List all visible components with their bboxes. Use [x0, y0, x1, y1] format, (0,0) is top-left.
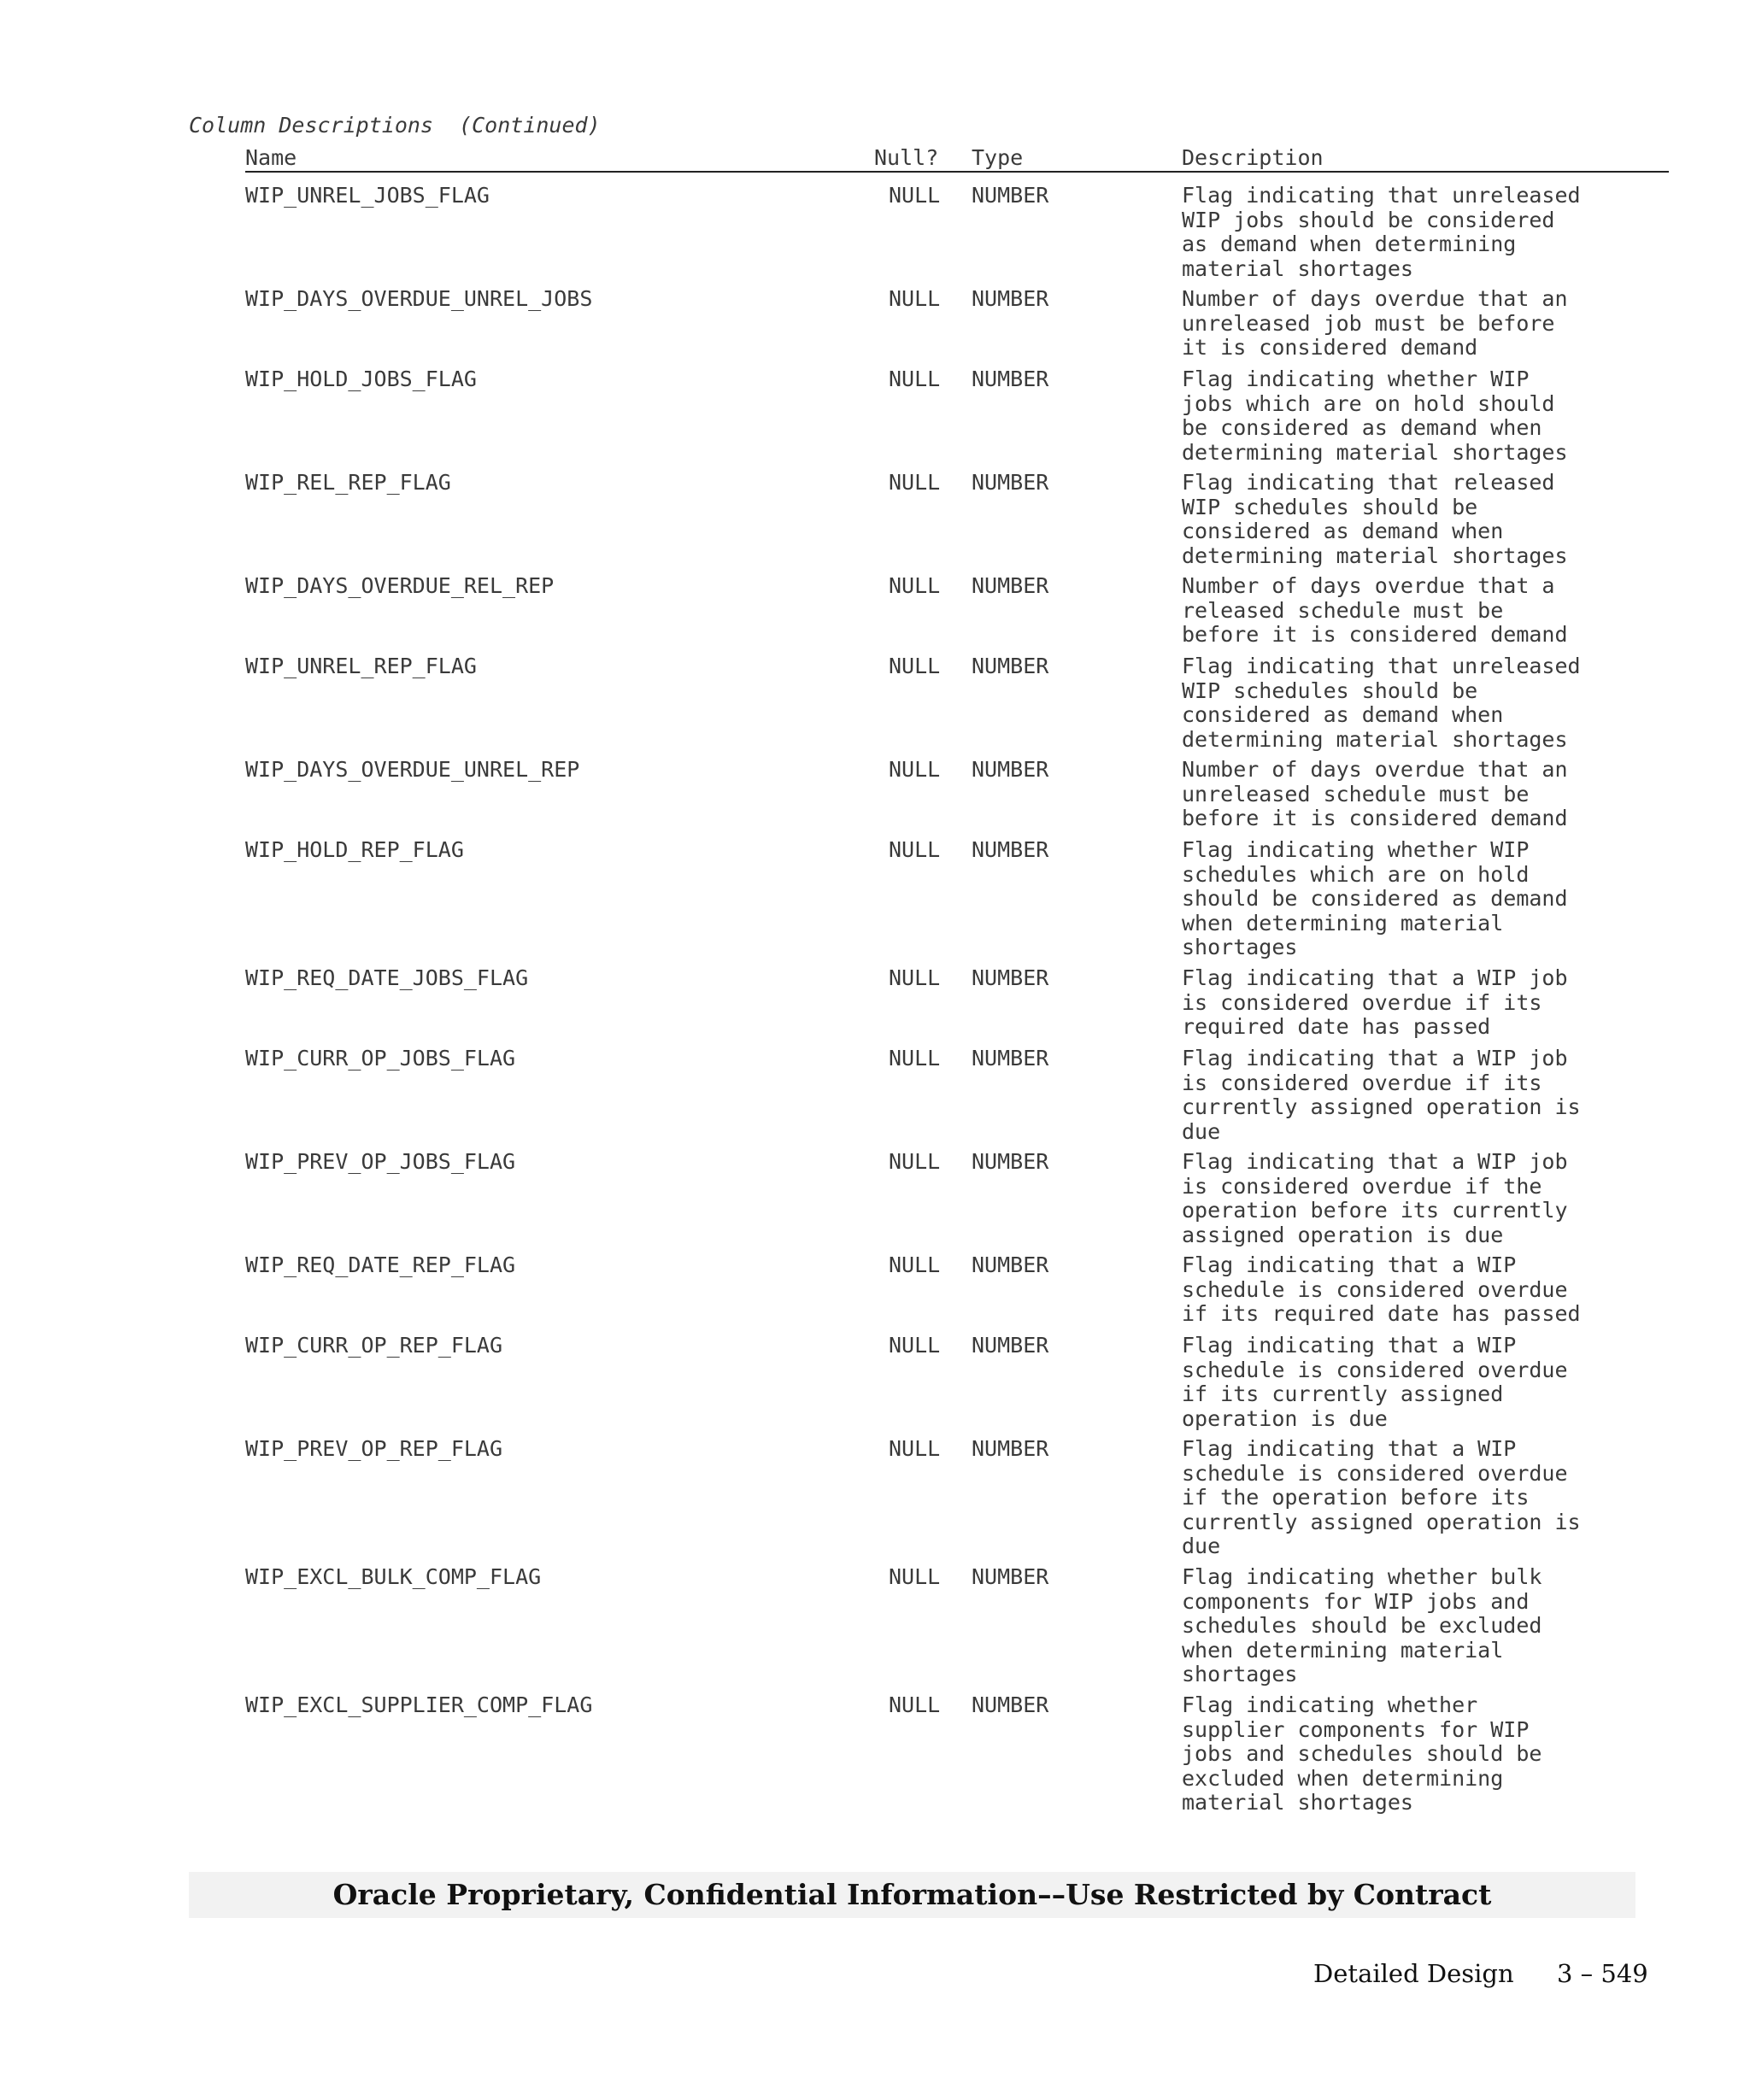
type-cell: NUMBER [972, 1046, 1049, 1071]
null-cell: NULL [889, 183, 941, 208]
description-cell: Number of days overdue that an unreleased schedule must be before it is considered demand [1182, 757, 1568, 830]
description-cell: Flag indicating that a WIP job is considered overdue if the operation before its currently assigned operation is due [1182, 1149, 1568, 1247]
column-name-cell: WIP_UNREL_JOBS_FLAG [245, 183, 490, 208]
column-name-cell: WIP_DAYS_OVERDUE_UNREL_JOBS [245, 286, 593, 311]
description-cell: Flag indicating that a WIP job is considered overdue if its required date has passed [1182, 965, 1568, 1039]
null-cell: NULL [889, 1149, 941, 1174]
type-cell: NUMBER [972, 757, 1049, 782]
type-cell: NUMBER [972, 183, 1049, 208]
description-cell: Flag indicating that a WIP schedule is considered overdue if its required date has passed [1182, 1252, 1581, 1326]
null-cell: NULL [889, 1333, 941, 1358]
null-cell: NULL [889, 837, 941, 862]
header-rule [245, 171, 1669, 173]
column-name-cell: WIP_EXCL_SUPPLIER_COMP_FLAG [245, 1692, 593, 1717]
column-name-cell: WIP_UNREL_REP_FLAG [245, 654, 477, 678]
null-cell: NULL [889, 1692, 941, 1717]
type-cell: NUMBER [972, 573, 1049, 598]
column-name-cell: WIP_PREV_OP_REP_FLAG [245, 1436, 503, 1461]
null-cell: NULL [889, 470, 941, 495]
type-cell: NUMBER [972, 367, 1049, 391]
page-number: 3 – 549 [1557, 1959, 1648, 1988]
description-cell: Flag indicating that a WIP job is considered overdue if its currently assigned operation is due [1182, 1046, 1581, 1144]
column-header-description: Description [1182, 145, 1324, 170]
type-cell: NUMBER [972, 965, 1049, 990]
column-name-cell: WIP_REQ_DATE_REP_FLAG [245, 1252, 516, 1277]
column-name-cell: WIP_CURR_OP_JOBS_FLAG [245, 1046, 516, 1071]
type-cell: NUMBER [972, 654, 1049, 678]
type-cell: NUMBER [972, 1333, 1049, 1358]
null-cell: NULL [889, 654, 941, 678]
null-cell: NULL [889, 367, 941, 391]
null-cell: NULL [889, 286, 941, 311]
description-cell: Flag indicating that a WIP schedule is considered overdue if its currently assigned operation is due [1182, 1333, 1568, 1431]
type-cell: NUMBER [972, 286, 1049, 311]
type-cell: NUMBER [972, 1692, 1049, 1717]
null-cell: NULL [889, 965, 941, 990]
type-cell: NUMBER [972, 837, 1049, 862]
column-header-name: Name [245, 145, 297, 170]
type-cell: NUMBER [972, 1564, 1049, 1589]
type-cell: NUMBER [972, 1252, 1049, 1277]
column-name-cell: WIP_EXCL_BULK_COMP_FLAG [245, 1564, 542, 1589]
type-cell: NUMBER [972, 1149, 1049, 1174]
description-cell: Flag indicating whether supplier components for WIP jobs and schedules should be excluded when determining material shortages [1182, 1692, 1542, 1815]
description-cell: Flag indicating whether WIP jobs which are on hold should be considered as demand when determining material shortages [1182, 367, 1568, 465]
column-name-cell: WIP_HOLD_REP_FLAG [245, 837, 464, 862]
column-name-cell: WIP_HOLD_JOBS_FLAG [245, 367, 477, 391]
footer-section-title: Detailed Design [1313, 1959, 1514, 1988]
column-name-cell: WIP_CURR_OP_REP_FLAG [245, 1333, 503, 1358]
null-cell: NULL [889, 1436, 941, 1461]
column-header-type: Type [972, 145, 1024, 170]
null-cell: NULL [889, 1252, 941, 1277]
description-cell: Flag indicating that unreleased WIP jobs should be considered as demand when determining material shortages [1182, 183, 1581, 281]
null-cell: NULL [889, 1564, 941, 1589]
column-name-cell: WIP_REL_REP_FLAG [245, 470, 451, 495]
column-name-cell: WIP_REQ_DATE_JOBS_FLAG [245, 965, 529, 990]
null-cell: NULL [889, 1046, 941, 1071]
column-header-null: Null? [874, 145, 939, 170]
column-name-cell: WIP_PREV_OP_JOBS_FLAG [245, 1149, 516, 1174]
description-cell: Flag indicating whether WIP schedules which are on hold should be considered as demand when determining material shortages [1182, 837, 1568, 959]
column-name-cell: WIP_DAYS_OVERDUE_UNREL_REP [245, 757, 580, 782]
column-name-cell: WIP_DAYS_OVERDUE_REL_REP [245, 573, 555, 598]
description-cell: Flag indicating that released WIP schedules should be considered as demand when determining material shortages [1182, 470, 1568, 568]
description-cell: Flag indicating that unreleased WIP schedules should be considered as demand when determining material shortages [1182, 654, 1581, 752]
description-cell: Number of days overdue that an unreleased job must be before it is considered demand [1182, 286, 1568, 360]
description-cell: Number of days overdue that a released schedule must be before it is considered demand [1182, 573, 1568, 647]
null-cell: NULL [889, 573, 941, 598]
type-cell: NUMBER [972, 1436, 1049, 1461]
section-title: Column Descriptions (Continued) [189, 113, 601, 138]
confidentiality-notice: Oracle Proprietary, Confidential Information––Use Restricted by Contract [332, 1878, 1492, 1911]
description-cell: Flag indicating whether bulk components for WIP jobs and schedules should be excluded when determining material shortages [1182, 1564, 1542, 1686]
description-cell: Flag indicating that a WIP schedule is considered overdue if the operation before its currently assigned operation is due [1182, 1436, 1581, 1558]
type-cell: NUMBER [972, 470, 1049, 495]
null-cell: NULL [889, 757, 941, 782]
